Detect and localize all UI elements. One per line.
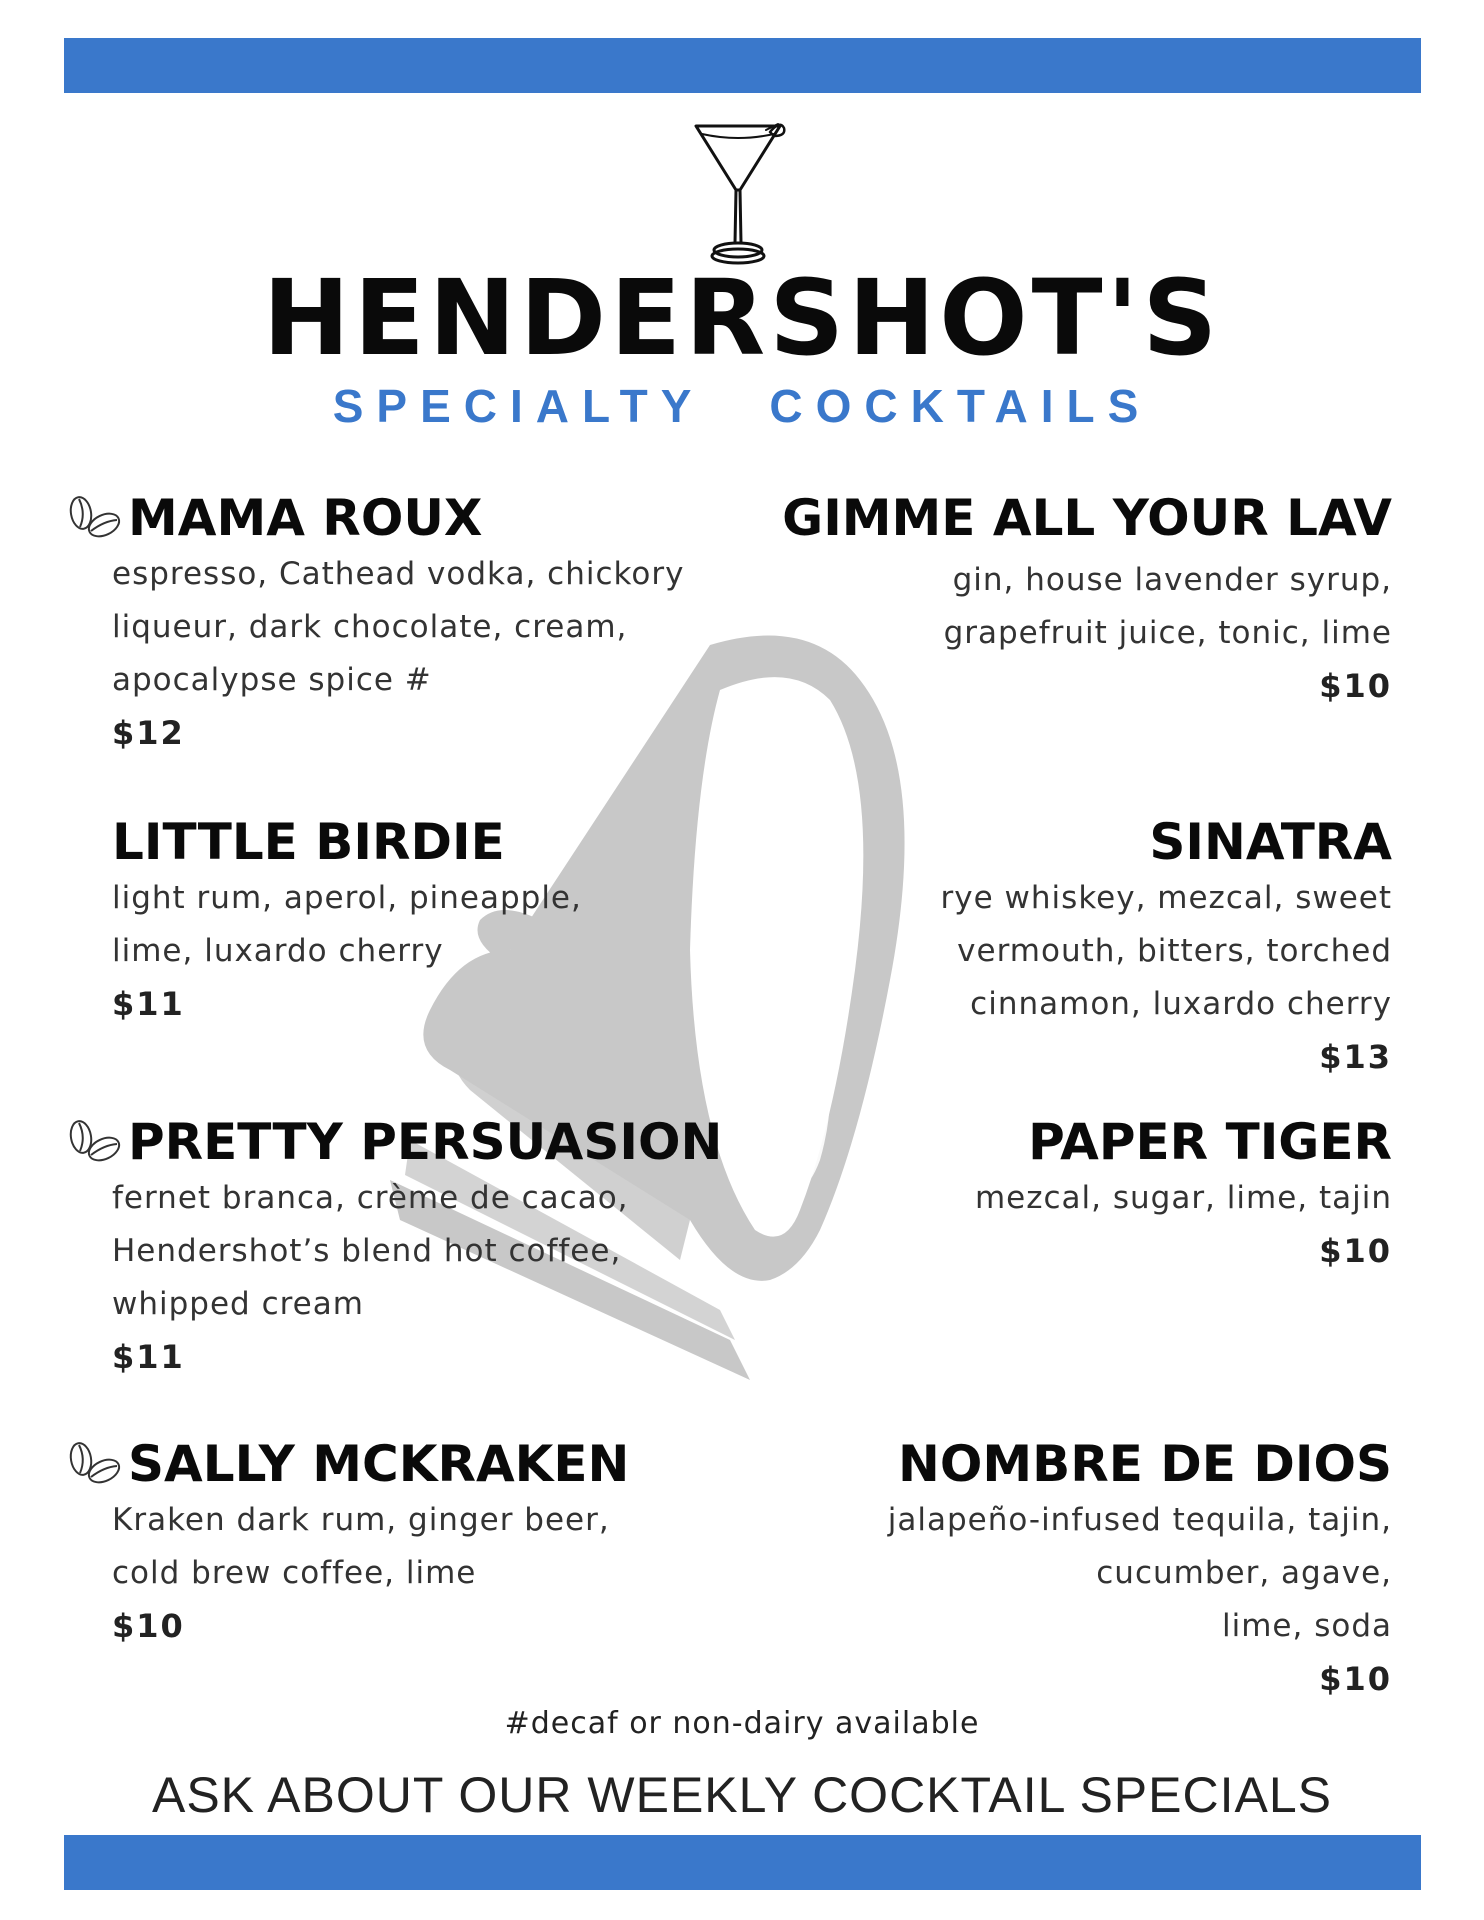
- weekly-specials-banner: ASK ABOUT OUR WEEKLY COCKTAIL SPECIALS: [151, 1767, 1333, 1823]
- item-description: mezcal, sugar, lime, tajin: [974, 1180, 1392, 1216]
- item-description: jalapeño-infused tequila, tajin, cucumber, agave, lime, soda: [887, 1502, 1392, 1644]
- item-name: MAMA ROUX: [128, 489, 483, 547]
- item-price: $13: [1319, 1038, 1392, 1076]
- item-name: SALLY MCKRAKEN: [128, 1435, 630, 1493]
- item-name: GIMME ALL YOUR LAV: [782, 489, 1392, 547]
- menu-item-mama-roux: [112, 488, 752, 760]
- menu-item-pretty-persuasion: [112, 1112, 752, 1384]
- item-description: espresso, Cathead vodka, chickory liqueur, dark chocolate, cream, apocalypse spice #: [112, 556, 685, 698]
- item-name: PAPER TIGER: [1028, 1113, 1392, 1171]
- menu-item-little-birdie: [112, 812, 752, 1031]
- bottom-accent-bar: [64, 1835, 1421, 1890]
- item-name: LITTLE BIRDIE: [112, 813, 505, 871]
- item-price: $11: [112, 1338, 185, 1376]
- menu-subtitle: SPECIALTY COCKTAILS: [332, 380, 1152, 432]
- martini-glass-icon: [688, 118, 788, 268]
- item-price: $10: [1319, 667, 1392, 705]
- menu-item-nombre-de-dios: [752, 1434, 1392, 1706]
- coffee-bean-icon: [64, 1439, 124, 1489]
- item-price: $11: [112, 985, 185, 1023]
- item-price: $10: [112, 1607, 185, 1645]
- restaurant-title: HENDERSHOT'S: [262, 257, 1222, 379]
- menu-item-paper-tiger: [752, 1112, 1392, 1278]
- item-name: PRETTY PERSUASION: [128, 1113, 723, 1171]
- coffee-bean-icon: [64, 493, 124, 543]
- item-description: Kraken dark rum, ginger beer, cold brew coffee, lime: [112, 1502, 610, 1591]
- item-price: $12: [112, 714, 185, 752]
- item-name: SINATRA: [1149, 813, 1392, 871]
- decaf-footnote: #decaf or non-dairy available: [504, 1706, 980, 1741]
- item-price: $10: [1319, 1232, 1392, 1270]
- coffee-bean-icon: [64, 1117, 124, 1167]
- item-description: light rum, aperol, pineapple, lime, luxardo cherry: [112, 880, 582, 969]
- item-price: $10: [1319, 1660, 1392, 1698]
- menu-item-sally-mckraken: [112, 1434, 752, 1653]
- item-name: NOMBRE DE DIOS: [898, 1435, 1392, 1493]
- menu-item-gimme-all-your-lav: [752, 488, 1392, 713]
- item-description: rye whiskey, mezcal, sweet vermouth, bitters, torched cinnamon, luxardo cherry: [940, 880, 1392, 1022]
- item-description: fernet branca, crème de cacao, Hendershot’s blend hot coffee, whipped cream: [112, 1180, 629, 1322]
- item-description: gin, house lavender syrup, grapefruit juice, tonic, lime: [943, 562, 1392, 651]
- top-accent-bar: [64, 38, 1421, 93]
- menu-item-sinatra: [752, 812, 1392, 1084]
